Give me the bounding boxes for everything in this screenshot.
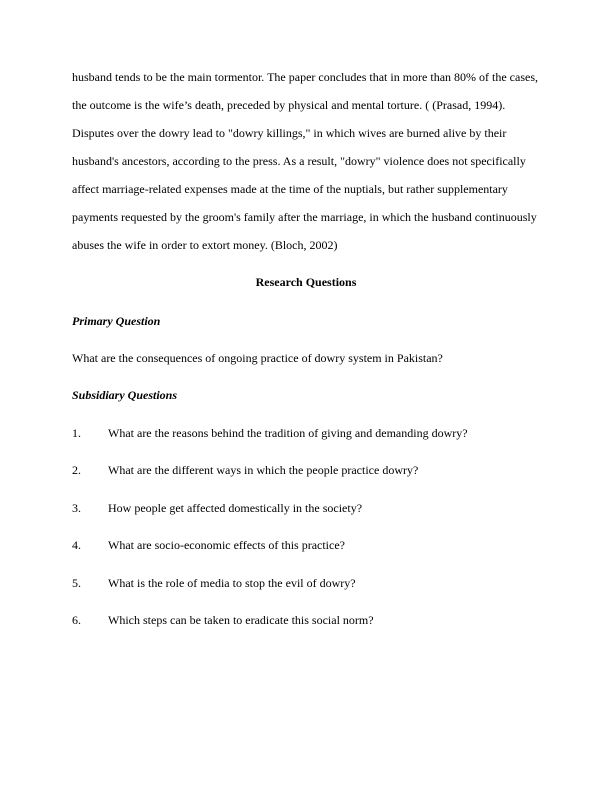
section-heading: Research Questions (255, 275, 357, 289)
paragraph-line: abuses the wife in order to extort money. (Bloch, 2002) (72, 238, 338, 252)
question-number: 1. (72, 426, 81, 440)
question-number: 6. (72, 613, 81, 627)
primary-question-heading: Primary Question (72, 314, 161, 328)
paragraph-line: the outcome is the wife’s death, preceded by physical and mental torture. ( (Prasad, 1994). (72, 98, 506, 112)
question-text: Which steps can be taken to eradicate this social norm? (108, 613, 374, 627)
subsidiary-questions-heading: Subsidiary Questions (72, 388, 178, 402)
question-number: 2. (72, 463, 81, 477)
paragraph-line: husband tends to be the main tormentor. The paper concludes that in more than 80% of the cases, (72, 70, 538, 84)
paragraph-line: husband's ancestors, according to the press. As a result, "dowry" violence does not specifically (72, 154, 526, 168)
primary-question: What are the consequences of ongoing practice of dowry system in Pakistan? (72, 351, 443, 365)
question-number: 3. (72, 501, 81, 515)
question-text: What is the role of media to stop the evil of dowry? (108, 576, 356, 590)
paragraph-line: affect marriage-related expenses made at the time of the nuptials, but rather supplementary (72, 182, 508, 196)
question-text: What are the reasons behind the tradition of giving and demanding dowry? (108, 426, 468, 440)
paragraph-line: Disputes over the dowry lead to "dowry killings," in which wives are burned alive by their (72, 126, 507, 140)
question-number: 5. (72, 576, 81, 590)
body-paragraph (72, 63, 542, 259)
question-text: How people get affected domestically in the society? (108, 501, 363, 515)
question-text: What are socio-economic effects of this practice? (108, 538, 345, 552)
question-text: What are the different ways in which the people practice dowry? (108, 463, 419, 477)
paragraph-line: payments requested by the groom's family after the marriage, in which the husband continuously (72, 210, 537, 224)
question-number: 4. (72, 538, 81, 552)
